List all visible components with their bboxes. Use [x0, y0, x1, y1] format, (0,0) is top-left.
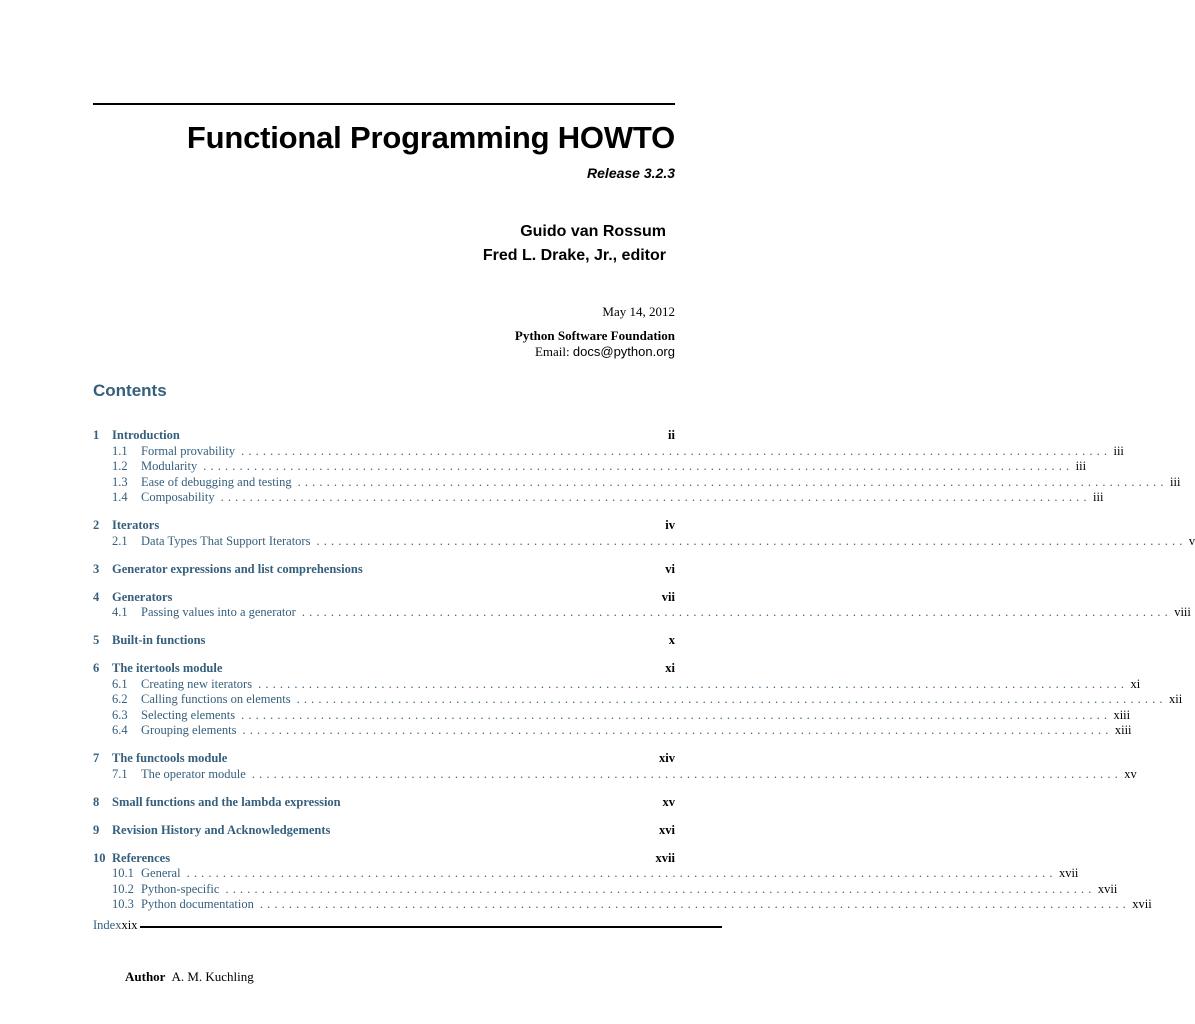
toc-subentry-page: v: [1188, 533, 1195, 548]
toc-section: [93, 661, 1183, 739]
toc-entry-page: xv: [662, 794, 675, 809]
toc-subentry-number: 6.4: [112, 723, 128, 737]
toc-section: [93, 823, 675, 839]
toc-dot-leader: . . . . . . . . . . . . . . . . . . . . . . . . . . . . . . . . . . . . . . . . . . . . . . . . . . . . . . . . . . . . . . . . . . . . . . . . . . . . . . . . . . . . . . . . . . . . . . . . . . . . . . . . . . . . . . . . . . . . . . . .: [259, 897, 1127, 911]
toc-entry-title[interactable]: The functools module: [112, 751, 228, 765]
toc-entry-number: 10: [93, 850, 106, 865]
toc-subentry[interactable]: [93, 474, 1181, 491]
toc-entry-title[interactable]: Generator expressions and list comprehensions: [112, 561, 363, 576]
toc-subentry[interactable]: [93, 533, 1195, 550]
author-field-label: Author: [125, 969, 166, 984]
toc-entry-title[interactable]: References: [112, 850, 171, 865]
toc-subentry-title[interactable]: Composability: [141, 490, 215, 504]
publish-date: May 14, 2012: [602, 304, 675, 319]
document-meta: [515, 304, 675, 360]
toc-subentry-page: iii: [1113, 443, 1124, 458]
toc-subentry-title[interactable]: General: [141, 866, 181, 880]
document-title: Functional Programming HOWTO: [186, 120, 675, 155]
toc-entry[interactable]: [93, 795, 675, 811]
toc-entry-number: 2: [93, 518, 100, 532]
toc-section: [93, 795, 675, 811]
toc-subentry-page: iii: [1170, 474, 1181, 489]
index-label[interactable]: Index: [93, 918, 122, 932]
email-label: Email:: [534, 344, 570, 359]
toc-entry-number: 5: [93, 633, 100, 647]
toc-entry-page: vii: [661, 589, 675, 604]
index-page-number: xix: [121, 918, 138, 932]
toc-subentry-title[interactable]: Creating new iterators: [141, 676, 253, 691]
toc-subentry[interactable]: [93, 676, 1141, 693]
toc-entry[interactable]: [93, 661, 675, 677]
toc-section: [93, 562, 675, 578]
toc-section: [93, 850, 1152, 913]
toc-subentry-page: viii: [1174, 605, 1191, 619]
toc-entry-page: xvii: [655, 850, 675, 865]
toc-section: [93, 633, 675, 649]
toc-entry-page: xiv: [659, 751, 675, 765]
toc-subentry[interactable]: [93, 692, 1183, 708]
toc-entry-title[interactable]: Revision History and Acknowledgements: [112, 822, 331, 837]
toc-subentry-page: iii: [1075, 459, 1087, 473]
toc-dot-leader: . . . . . . . . . . . . . . . . . . . . . . . . . . . . . . . . . . . . . . . . . . . . . . . . . . . . . . . . . . . . . . . . . . . . . . . . . . . . . . . . . . . . . . . . . . . . . . . . . . . . . . . . . . . . . . . . . . . . . . . .: [220, 490, 1087, 504]
toc-dot-leader: . . . . . . . . . . . . . . . . . . . . . . . . . . . . . . . . . . . . . . . . . . . . . . . . . . . . . . . . . . . . . . . . . . . . . . . . . . . . . . . . . . . . . . . . . . . . . . . . . . . . . . . . . . . . . . . . . . . . . . . .: [296, 692, 1164, 706]
toc-entry-title[interactable]: The itertools module: [112, 661, 223, 675]
toc-dot-leader: . . . . . . . . . . . . . . . . . . . . . . . . . . . . . . . . . . . . . . . . . . . . . . . . . . . . . . . . . . . . . . . . . . . . . . . . . . . . . . . . . . . . . . . . . . . . . . . . . . . . . . . . . . . . . . . . . . . . . . . .: [316, 533, 1183, 548]
toc-entry-number: 4: [93, 589, 100, 604]
toc-dot-leader: . . . . . . . . . . . . . . . . . . . . . . . . . . . . . . . . . . . . . . . . . . . . . . . . . . . . . . . . . . . . . . . . . . . . . . . . . . . . . . . . . . . . . . . . . . . . . . . . . . . . . . . . . . . . . . . . . . . . . . . .: [186, 866, 1053, 880]
author-list: [483, 220, 666, 268]
toc-dot-leader: . . . . . . . . . . . . . . . . . . . . . . . . . . . . . . . . . . . . . . . . . . . . . . . . . . . . . . . . . . . . . . . . . . . . . . . . . . . . . . . . . . . . . . . . . . . . . . . . . . . . . . . . . . . . . . . . . . . . . . . .: [241, 707, 1108, 722]
toc-subentry-number: 4.1: [112, 605, 128, 619]
author-field: [125, 969, 254, 985]
toc-entry-number: 3: [93, 561, 100, 576]
toc-entry[interactable]: [93, 851, 675, 867]
toc-subentry-title[interactable]: Python-specific: [141, 881, 220, 896]
publisher-name: Python Software Foundation: [514, 328, 675, 343]
toc-subentry-number: 6.2: [112, 692, 128, 706]
toc-subentry-title[interactable]: The operator module: [141, 766, 246, 781]
email-link[interactable]: docs@python.org: [572, 344, 675, 359]
toc-entry-number: 7: [93, 751, 100, 765]
toc-entry-title[interactable]: Small functions and the lambda expression: [112, 794, 341, 809]
toc-subentry-title[interactable]: Selecting elements: [141, 707, 236, 722]
title-rule: [93, 103, 675, 105]
toc-subentry-title[interactable]: Grouping elements: [141, 723, 237, 737]
toc-entry-title[interactable]: Introduction: [112, 428, 180, 442]
author-name: Fred L. Drake, Jr., editor: [482, 247, 666, 264]
toc-subentry-number: 6.3: [112, 707, 128, 722]
toc-subentry[interactable]: [93, 897, 1152, 913]
toc-dot-leader: . . . . . . . . . . . . . . . . . . . . . . . . . . . . . . . . . . . . . . . . . . . . . . . . . . . . . . . . . . . . . . . . . . . . . . . . . . . . . . . . . . . . . . . . . . . . . . . . . . . . . . . . . . . . . . . . . . . . . . . .: [225, 881, 1092, 896]
toc-subentry-number: 1.4: [112, 490, 128, 504]
toc-subentry-title[interactable]: Modularity: [141, 459, 198, 473]
toc-subentry-number: 7.1: [112, 766, 128, 781]
toc-dot-leader: . . . . . . . . . . . . . . . . . . . . . . . . . . . . . . . . . . . . . . . . . . . . . . . . . . . . . . . . . . . . . . . . . . . . . . . . . . . . . . . . . . . . . . . . . . . . . . . . . . . . . . . . . . . . . . . . . . . . . . . .: [301, 605, 1169, 619]
toc-subentry-page: xiii: [1113, 707, 1131, 722]
toc-subentry[interactable]: [93, 766, 1137, 783]
toc-entry-page: vi: [665, 561, 675, 576]
toc-entry[interactable]: [93, 633, 675, 649]
toc-dot-leader: . . . . . . . . . . . . . . . . . . . . . . . . . . . . . . . . . . . . . . . . . . . . . . . . . . . . . . . . . . . . . . . . . . . . . . . . . . . . . . . . . . . . . . . . . . . . . . . . . . . . . . . . . . . . . . . . . . . . . . . .: [241, 443, 1108, 458]
toc-dot-leader: . . . . . . . . . . . . . . . . . . . . . . . . . . . . . . . . . . . . . . . . . . . . . . . . . . . . . . . . . . . . . . . . . . . . . . . . . . . . . . . . . . . . . . . . . . . . . . . . . . . . . . . . . . . . . . . . . . . . . . . .: [258, 676, 1125, 691]
toc-subentry-number: 10.3: [112, 897, 134, 911]
toc-subentry-page: xiii: [1114, 723, 1132, 737]
toc-subentry-title[interactable]: Calling functions on elements: [141, 692, 291, 706]
toc-subentry-title[interactable]: Ease of debugging and testing: [141, 474, 292, 489]
toc-subentry-title[interactable]: Passing values into a generator: [141, 605, 296, 619]
toc-dot-leader: . . . . . . . . . . . . . . . . . . . . . . . . . . . . . . . . . . . . . . . . . . . . . . . . . . . . . . . . . . . . . . . . . . . . . . . . . . . . . . . . . . . . . . . . . . . . . . . . . . . . . . . . . . . . . . . . . . . . . . . .: [242, 723, 1109, 737]
toc-entry-number: 1: [93, 428, 100, 442]
toc-subentry-number: 1.3: [112, 474, 128, 489]
toc-section: [93, 589, 1191, 621]
footnote-rule: [140, 926, 722, 928]
toc-entry[interactable]: [93, 562, 675, 578]
toc-subentry-page: xii: [1169, 692, 1183, 706]
email-line: [515, 344, 675, 360]
toc-entry[interactable]: [93, 518, 675, 534]
toc-subentry-number: 10.2: [112, 881, 134, 896]
toc-dot-leader: . . . . . . . . . . . . . . . . . . . . . . . . . . . . . . . . . . . . . . . . . . . . . . . . . . . . . . . . . . . . . . . . . . . . . . . . . . . . . . . . . . . . . . . . . . . . . . . . . . . . . . . . . . . . . . . . . . . . . . . .: [251, 766, 1119, 781]
author-name: Guido van Rossum: [520, 223, 666, 240]
toc-entry-page: iv: [665, 518, 675, 532]
toc-subentry[interactable]: [93, 605, 1191, 621]
toc-subentry-number: 1.2: [112, 459, 128, 473]
toc-dot-leader: . . . . . . . . . . . . . . . . . . . . . . . . . . . . . . . . . . . . . . . . . . . . . . . . . . . . . . . . . . . . . . . . . . . . . . . . . . . . . . . . . . . . . . . . . . . . . . . . . . . . . . . . . . . . . . . . . . . . . . . .: [203, 459, 1070, 473]
toc-subentry-number: 10.1: [112, 866, 134, 880]
toc-subentry-number: 1.1: [112, 443, 128, 458]
toc-section: [93, 428, 1181, 506]
toc-subentry-title[interactable]: Python documentation: [141, 897, 254, 911]
toc-subentry[interactable]: [93, 881, 1118, 898]
contents-heading: Contents: [93, 381, 167, 400]
release-version: Release 3.2.3: [587, 165, 675, 181]
toc-entry-title[interactable]: Built-in functions: [112, 633, 206, 647]
toc-dot-leader: . . . . . . . . . . . . . . . . . . . . . . . . . . . . . . . . . . . . . . . . . . . . . . . . . . . . . . . . . . . . . . . . . . . . . . . . . . . . . . . . . . . . . . . . . . . . . . . . . . . . . . . . . . . . . . . . . . . . . . . .: [297, 474, 1165, 489]
toc-subentry[interactable]: [93, 866, 1079, 882]
toc-subentry-page: xi: [1130, 676, 1141, 691]
toc-subentry-page: iii: [1093, 490, 1104, 504]
toc-entry-number: 9: [93, 822, 100, 837]
toc-subentry-number: 6.1: [112, 676, 128, 691]
toc-entry[interactable]: [93, 751, 675, 767]
toc-subentry[interactable]: [93, 490, 1104, 506]
toc-subentry-number: 2.1: [112, 533, 128, 548]
toc-entry-page: ii: [668, 428, 675, 442]
toc-entry-title[interactable]: Generators: [112, 589, 173, 604]
toc-subentry[interactable]: [93, 459, 1087, 475]
table-of-contents: [93, 428, 1195, 925]
toc-section: [93, 518, 1195, 549]
toc-index-entry[interactable]: [93, 918, 137, 933]
toc-subentry[interactable]: [93, 723, 1132, 739]
toc-subentry-page: xv: [1124, 766, 1137, 781]
toc-subentry[interactable]: [93, 707, 1131, 724]
toc-subentry-page: xvii: [1132, 897, 1152, 911]
toc-subentry-page: xvii: [1097, 881, 1118, 896]
toc-entry-number: 8: [93, 794, 100, 809]
toc-entry-page: xvi: [659, 822, 675, 837]
toc-entry[interactable]: [93, 823, 675, 839]
toc-subentry-page: xvii: [1058, 866, 1079, 880]
toc-subentry-title[interactable]: Formal provability: [141, 443, 236, 458]
toc-subentry[interactable]: [93, 443, 1124, 460]
toc-entry-number: 6: [93, 661, 100, 675]
toc-entry-page: xi: [665, 661, 675, 675]
toc-section: [93, 751, 1137, 782]
toc-entry-page: x: [668, 633, 675, 647]
toc-entry[interactable]: [93, 428, 675, 444]
author-field-value: A. M. Kuchling: [171, 969, 254, 984]
toc-subentry-title[interactable]: Data Types That Support Iterators: [141, 533, 311, 548]
toc-entry-title[interactable]: Iterators: [112, 518, 160, 532]
toc-entry[interactable]: [93, 590, 675, 606]
